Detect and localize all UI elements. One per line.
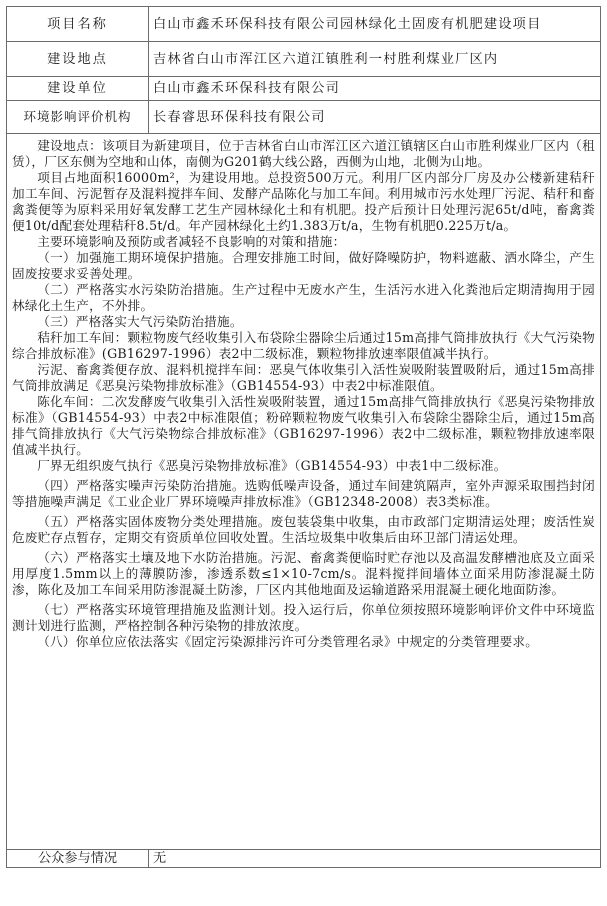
project-name-value: 白山市鑫禾环保科技有限公司园林绿化土固废有机肥建设项目 (149, 7, 601, 42)
project-name-label: 项目名称 (7, 7, 149, 42)
project-name-row (7, 7, 601, 42)
paragraph-straw-workshop: 秸秆加工车间：颗粒物废气经收集引入布袋除尘器除尘后通过15m高排气筒排放执行《大气污染物综合排放标准》(GB16297-1996）表2中二级标准，颗粒物排放速率限值减半执行。 (12, 330, 595, 361)
paragraph-soil: （六）严格落实土壤及地下水防治措施。污泥、畜禽粪便临时贮存池以及高温发酵槽池底及立面采用厚度1.5mm以上的薄膜防渗，渗透系数≤1×10-7cm/s。混料搅拌间墙体立面采用防渗混凝土防渗，陈化及加工车间采用防渗混凝土防渗，厂区内其他地面及运输道路采用混凝土硬化地面防渗。 (12, 550, 595, 597)
paragraph-aging-workshop: 陈化车间：二次发酵废气收集引入活性炭吸附装置，通过15m高排气筒排放执行《恶臭污染物排放标准》（GB14554-93）中表2中标准限值；粉碎颗粒物废气收集引入布袋除尘器除尘后，通过15m高排气筒排放执行《大气污染物综合排放标准》（GB16297-1996）表2中二级标准，颗粒物排放速率限值减半执行。 (12, 394, 595, 457)
paragraph-location: 建设地点：该项目为新建项目，位于吉林省白山市浑江区六道江镇辖区白山市胜利煤业厂区内（租赁），厂区东侧为空地和山体，南侧为G201鹤大线公路，西侧为山地，北侧为山地。 (12, 138, 595, 169)
paragraph-management: （七）严格落实环境管理措施及监测计划。投入运行后，你单位须按照环境影响评价文件中环境监测计划进行监测，严格控制各种污染物的排放浓度。 (12, 602, 595, 633)
paragraph-water: （二）严格落实水污染防治措施。生产过程中无废水产生，生活污水进入化粪池后定期清掏用于园林绿化土生产，不外排。 (12, 282, 595, 313)
public-participation-label: 公众参与情况 (7, 850, 149, 868)
eia-row (7, 101, 601, 134)
paragraph-sludge-workshop: 污泥、畜禽粪便存放、混料机搅拌车间：恶臭气体收集引入活性炭吸附装置吸附后，通过15m高排气筒排放满足《恶臭污染物排放标准》（GB14554-93）中表2中标准限值。 (12, 362, 595, 393)
paragraph-boundary-gas: 厂界无组织废气执行《恶臭污染物排放标准》（GB14554-93）中表1中二级标准。 (37, 458, 507, 473)
paragraph-construction: （一）加强施工期环境保护措施。合理安排施工时间，做好降噪防护，物料遮蔽、洒水降尘，产生固废按要求妥善处理。 (12, 250, 595, 281)
paragraph-measures-heading: 主要环境影响及预防或者减轻不良影响的对策和措施： (37, 234, 346, 249)
paragraph-solid-waste: （五）严格落实固体废物分类处理措施。废包装袋集中收集，由市政部门定期清运处理；废活性炭危废贮存点暂存，定期交有资质单位回收处置。生活垃圾集中收集后由环卫部门清运处理。 (12, 514, 595, 545)
unit-row (7, 77, 601, 101)
eia-label: 环境影响评价机构 (7, 101, 149, 134)
unit-label: 建设单位 (7, 77, 149, 101)
eia-value: 长春睿思环保科技有限公司 (149, 101, 601, 134)
location-row (7, 42, 601, 77)
content-row (7, 134, 601, 850)
paragraph-noise: （四）严格落实噪声污染防治措施。选购低噪声设备，通过车间建筑隔声，室外声源采取围挡封闭等措施噪声满足《工业企业厂界环境噪声排放标准》（GB12348-2008）表3类标准。 (12, 478, 595, 509)
paragraph-scale: 项目占地面积16000m²，为建设用地。总投资500万元。利用厂区内部分厂房及办公楼新建秸秆加工车间、污泥暂存及混料搅拌车间、发酵产品陈化与加工车间。利用城市污水处理厂污泥、秸秆和畜禽粪便等为原料采用好氧发酵工艺生产园林绿化土和有机肥。投产后预计日处理污泥65t/d吨，畜禽粪便10t/d配套处理秸秆8.5t/d。年产园林绿化土约1.383万t/a，生物有机肥0.225万t/a。 (12, 170, 596, 233)
project-info-table (6, 6, 601, 868)
paragraph-air-heading: （三）严格落实大气污染防治措施。 (37, 314, 243, 329)
paragraph-permit: （八）你单位应依法落实《固定污染源排污许可分类管理名录》中规定的分类管理要求。 (37, 634, 539, 649)
unit-value: 白山市鑫禾环保科技有限公司 (149, 77, 601, 101)
location-value: 吉林省白山市浑江区六道江镇胜利一村胜利煤业厂区内 (149, 42, 601, 77)
content-cell (7, 134, 601, 850)
public-participation-value: 无 (149, 850, 601, 868)
location-label: 建设地点 (7, 42, 149, 77)
public-participation-row (7, 850, 601, 868)
